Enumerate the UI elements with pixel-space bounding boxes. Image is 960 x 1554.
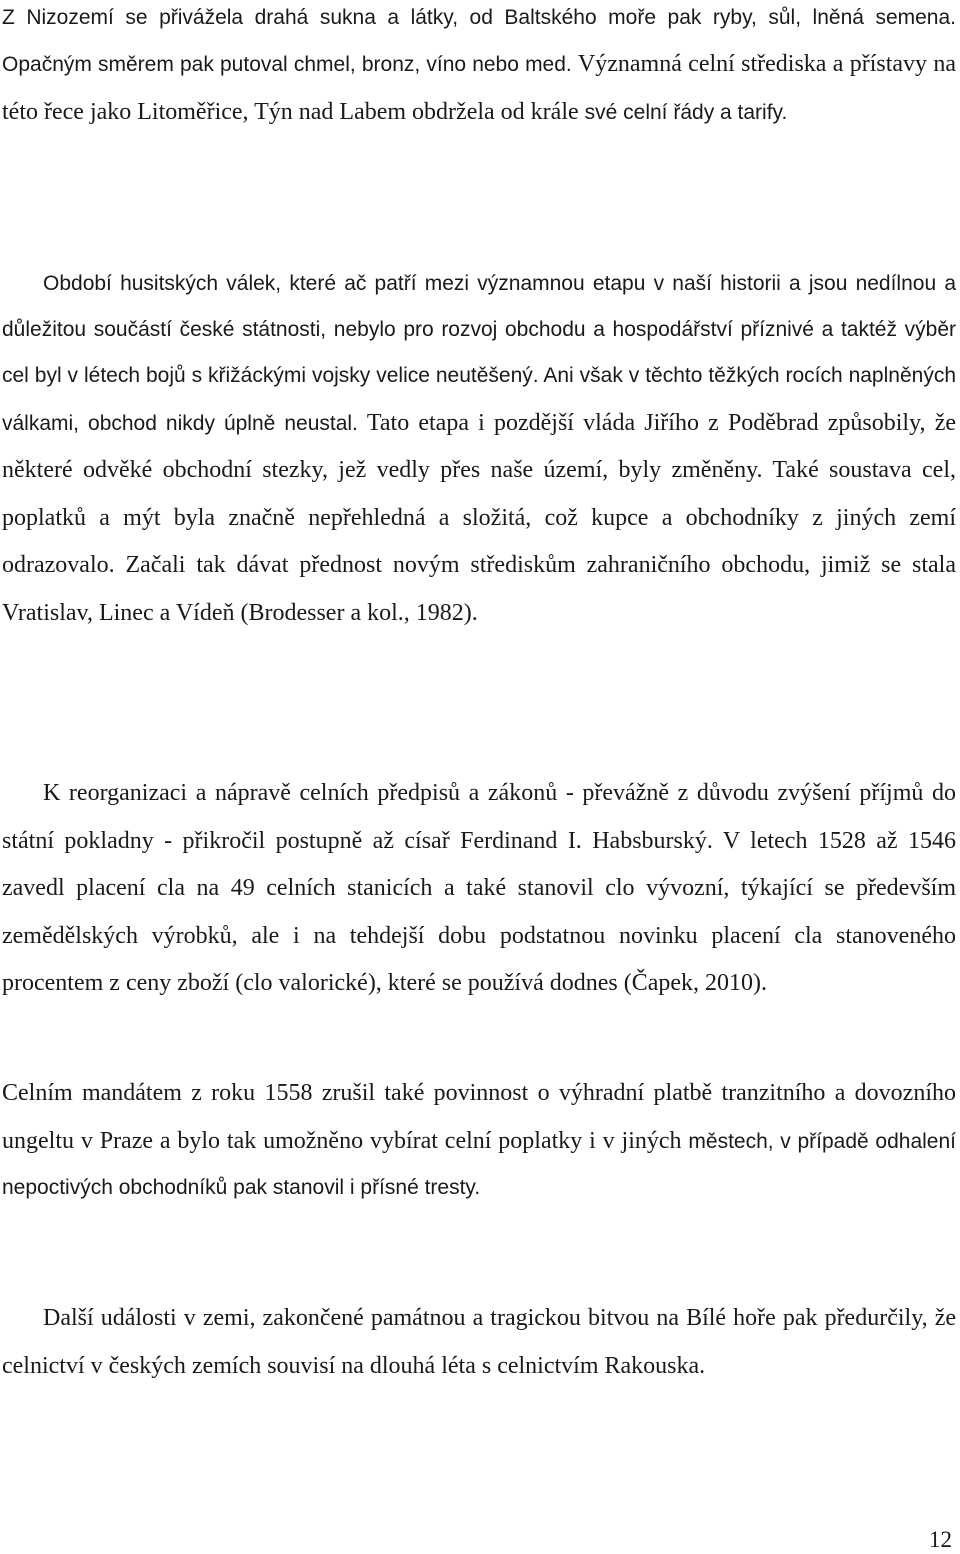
text-segment: své celní řády a tarify. [584, 100, 788, 124]
text-segment: městech, v případě odhalení nepoctivých obchodníků pak stanovil i přísné tresty. [2, 1129, 956, 1199]
text-segment: K reorganizaci a nápravě celních předpisů a zákonů - převážně z důvodu zvýšení příjmů do státní pokladny - přikročil postupně až císař Ferdinand I. Habsburský. V letech 1528 až 1546 zavedl placení cla na 49 celních stanicích a také stanovil clo vývozní, týkající se především zemědělských výrobků, ale i na tehdejší dobu podstatnou novinku placení cla stanoveného procentem z ceny zboží (clo valorické), které se používá dodnes (Čapek, 2010). [2, 780, 956, 996]
text-segment: Další události v zemi, zakončené památnou a tragickou bitvou na Bílé hoře pak předurčily, že celnictví v českých zemích souvisí na dlouhá léta s celnictvím Rakouska. [2, 1305, 956, 1379]
paragraph-white-mountain [2, 1295, 956, 1390]
text-segment: Z Nizozemí se přivážela drahá sukna a látky, od Baltského moře pak ryby, sůl, lněná semena. Opačným směrem pak putoval chmel, bronz, víno nebo med. [2, 6, 956, 77]
page-number: 12 [929, 1527, 952, 1552]
paragraph-customs-mandate-1558 [2, 1070, 956, 1211]
text-segment: Období husitských válek, které ač patří mezi významnou etapu v naší historii a jsou nedílnou a důležitou součástí české státnosti, nebylo pro rozvoj obchodu a hospodářství příznivé a taktéž výběr cel byl v létech bojů s křižáckými vojsky velice neutěšený. Ani však v těchto těžkých rocích naplněných válkami, obchod nikdy úplně neustal. [2, 272, 956, 435]
paragraph-hussite-wars [2, 261, 956, 637]
text-segment: Tato etapa i pozdější vláda Jiřího z Poděbrad způsobily, že některé odvěké obchodní stezky, jež vedly přes naše území, byly změněny. Také soustava cel, poplatků a mýt byla značně nepřehledná a složitá, což kupce a obchodníky z jiných zemí odrazovalo. Začali tak dávat přednost novým střediskům zahraničního obchodu, jimiž se stala Vratislav, Linec a Vídeň (Brodesser a kol., 1982). [2, 409, 956, 626]
text-segment: Významná celní střediska a přístavy na této řece jako Litoměřice, Týn nad Labem obdržela od krále [2, 51, 956, 125]
text-segment: Celním mandátem z roku 1558 zrušil také povinnost o výhradní platbě tranzitního a dovozního ungeltu v Praze a bylo tak umožněno vybírat celní poplatky i v jiných [2, 1080, 956, 1154]
paragraph-ferdinand-reorganization [2, 770, 956, 1008]
paragraph-trade-goods [2, 0, 956, 136]
